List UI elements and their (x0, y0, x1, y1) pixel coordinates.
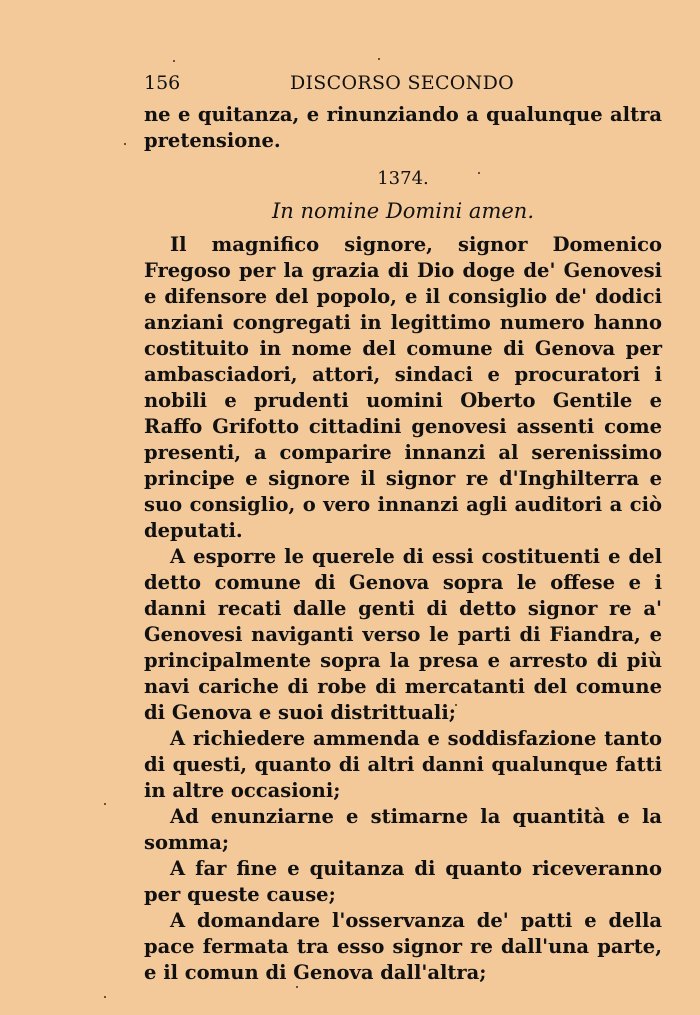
paragraph: Ad enunziarne e stimarne la quantità e la somma; (144, 805, 662, 854)
paragraph: Il magnifico signore, signor Domenico Fregoso per la grazia di Dio doge de' Genovesi e difensore del popolo, e il consiglio de' dodici anziani congregati in legittimo numero hanno costituito in nome del comune di Genova per ambasciadori, attori, sindaci e procuratori i nobili e prudenti uomini Oberto Gentile e Raffo Grifotto cittadini genovesi assenti come presenti, a comparire innanzi al serenissimo principe e signore il signor re d'Inghilterra e suo consiglio, o vero innanzi agli auditori a ciò deputati. (144, 233, 662, 542)
paragraph: A far fine e quitanza di quanto riceveranno per queste cause; (144, 857, 662, 906)
invocation-heading: In nomine Domini amen. (271, 199, 534, 223)
continuation-text: ne e quitanza, e rinunziando a qualunque altra pretensione. (144, 103, 662, 152)
year-heading: 1374. (377, 168, 429, 189)
ink-speck (296, 986, 298, 988)
ink-speck (378, 58, 380, 60)
ink-speck (104, 996, 106, 998)
paragraph: A esporre le querele di essi costituenti e del detto comune di Genova sopra le offese e i danni recati dalle genti di detto signor re a' Genovesi naviganti verso le parti di Fiandra, e principalmente sopra la presa e arresto di più navi cariche di robe di mercatanti del comune di Genova e suoi distrittuali; (144, 545, 662, 724)
page-number: 156 (144, 72, 181, 94)
running-title: DISCORSO SECONDO (289, 72, 515, 94)
ink-speck (124, 143, 126, 145)
paragraph: A domandare l'osservanza de' patti e della pace fermata tra esso signor re dall'una parte, e il comun di Genova dall'altra; (144, 909, 662, 984)
paragraph: A richiedere ammenda e soddisfazione tanto di questi, quanto di altri danni qualunque fatti in altre occasioni; (144, 727, 662, 802)
page-body (144, 102, 662, 986)
page-header (144, 72, 660, 100)
ink-speck (104, 803, 106, 805)
ink-speck (173, 60, 175, 62)
